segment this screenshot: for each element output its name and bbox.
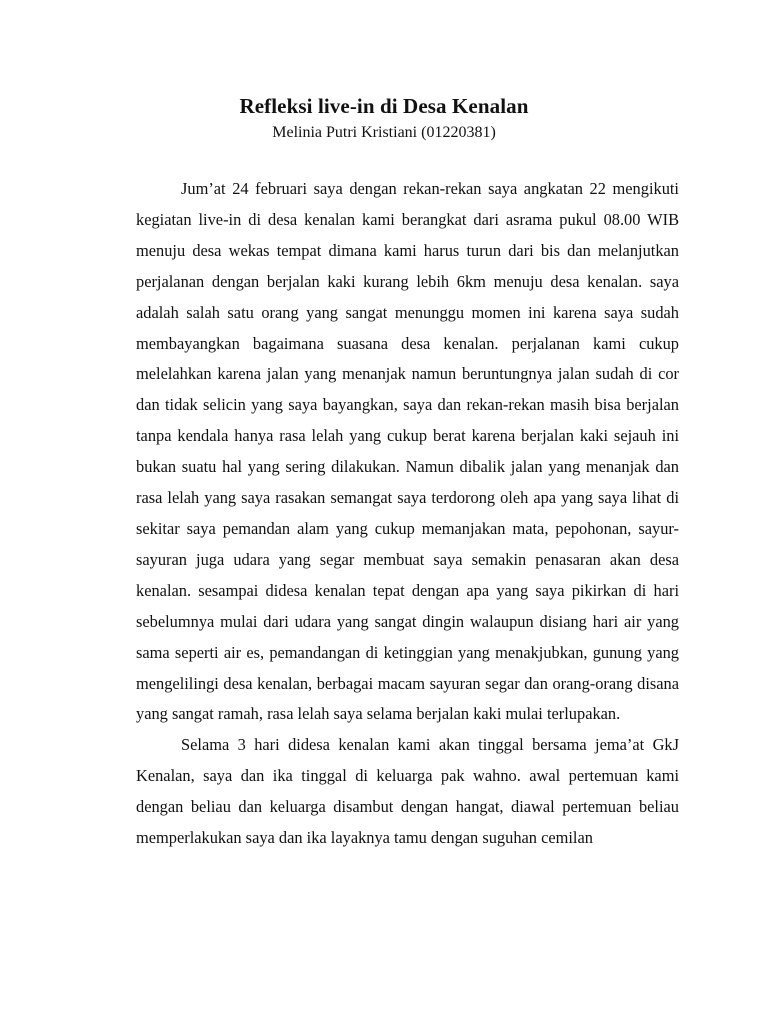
document-body <box>136 174 679 854</box>
paragraph-2: Selama 3 hari didesa kenalan kami akan tinggal bersama jema’at GkJ Kenalan, saya dan ika tinggal di keluarga pak wahno. awal pertemuan kami dengan beliau dan keluarga disambut dengan hangat, diawal pertemuan beliau memperlakukan saya dan ika layaknya tamu dengan suguhan cemilan <box>136 735 679 848</box>
paragraph-1: Jum’at 24 februari saya dengan rekan-rekan saya angkatan 22 mengikuti kegiatan live-in di desa kenalan kami berangkat dari asrama pukul 08.00 WIB menuju desa wekas tempat dimana kami harus turun dari bis dan melanjutkan perjalanan dengan berjalan kaki kurang lebih 6km menuju desa kenalan. saya adalah salah satu orang yang sangat menunggu momen ini karena saya sudah membayangkan bagaimana suasana desa kenalan. perjalanan kami cukup melelahkan karena jalan yang menanjak namun beruntungnya jalan sudah di cor dan tidak selicin yang saya bayangkan, saya dan rekan-rekan masih bisa berjalan tanpa kendala hanya rasa lelah yang cukup berat karena berjalan kaki sejauh ini bukan suatu hal yang sering dilakukan. Namun dibalik jalan yang menanjak dan rasa lelah yang saya rasakan semangat saya terdorong oleh apa yang saya lihat di sekitar saya pemandan alam yang cukup memanjakan mata, pepohonan, sayur-sayuran juga udara yang segar membuat saya semakin penasaran akan desa kenalan. sesampai didesa kenalan tepat dengan apa yang saya pikirkan di hari sebelumnya mulai dari udara yang sangat dingin walaupun disiang hari air yang sama seperti air es, pemandangan di ketinggian yang menakjubkan, gunung yang mengelilingi desa kenalan, berbagai macam sayuran segar dan orang-orang disana yang sangat ramah, rasa lelah saya selama berjalan kaki mulai terlupakan. <box>136 179 679 724</box>
document-title: Refleksi live-in di Desa Kenalan <box>239 94 529 118</box>
document-author: Melinia Putri Kristiani (01220381) <box>272 124 496 141</box>
